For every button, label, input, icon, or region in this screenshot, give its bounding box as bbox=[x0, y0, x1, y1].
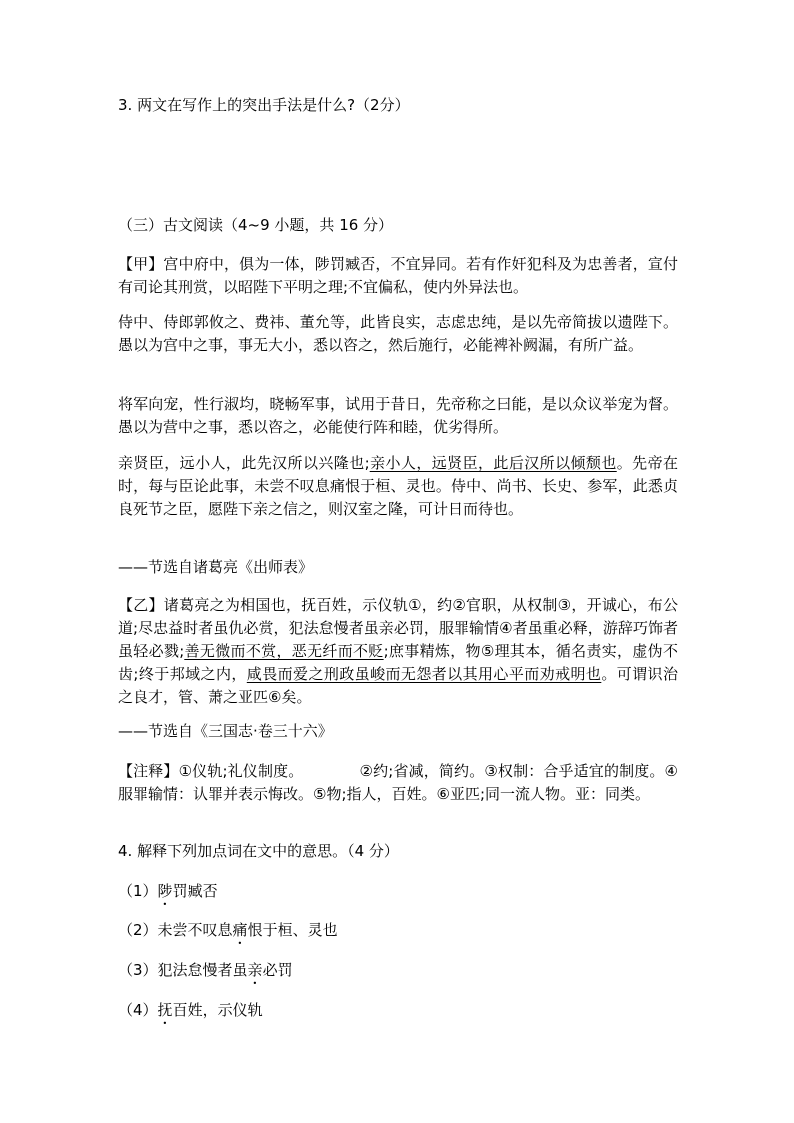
question-3: 3. 两文在写作上的突出手法是什么?（2分） bbox=[118, 96, 410, 114]
q4-item-4-keyword: 抚 bbox=[157, 1001, 173, 1019]
jia-p4-underlined: 亲小人，远贤臣，此后汉所以倾颓也 bbox=[369, 454, 617, 472]
yi-underlined-2: 咸畏而爱之刑政虽峻而无怨者以其用心平而劝戒明也 bbox=[246, 665, 602, 683]
q4-item-4 bbox=[118, 999, 263, 1028]
notes-part-b: ②约;省减，简约。③权制：合乎适宜的制度。④服罪输情：认罪并表示悔改。⑤物;指人，百姓。⑥亚匹;同一流人物。亚：同类。 bbox=[118, 762, 678, 803]
q4-item-2-keyword: 痛 bbox=[232, 921, 248, 939]
q4-item-3-suffix: 必罚 bbox=[262, 961, 293, 979]
q4-item-1 bbox=[118, 880, 218, 909]
passage-yi-paragraph bbox=[118, 594, 678, 709]
q4-item-1-keyword: 陟 bbox=[157, 882, 173, 900]
q4-item-1-prefix: （1） bbox=[118, 882, 158, 900]
yi-text-e: 。可谓识治之良才，管、萧之亚匹⑥矣。 bbox=[118, 665, 678, 706]
yi-text-a: 【乙】诸葛亮之为相国也，抚百姓，示仪轨①，约②官职，从权制③，开诚心，布公道;尽忠益时者虽仇必赏，犯法怠慢者虽亲必罚，服罪输情④者虽重必释，游辞巧饰者虽轻必戮; bbox=[118, 596, 678, 660]
jia-p4-text-c: 。先帝在时，每与臣论此事，未尝不叹息痛恨于桓、灵也。侍中、尚书、长史、参军，此悉贞良死节之臣，愿陛下亲之信之，则汉室之隆，可计日而待也。 bbox=[118, 454, 678, 518]
jia-p4-text-a: 亲贤臣，远小人，此先汉所以兴隆也; bbox=[118, 454, 370, 472]
passage-jia-paragraph-1: 【甲】宫中府中，俱为一体，陟罚臧否，不宜异同。若有作奸犯科及为忠善者，宣付有司论其刑赏，以昭陛下平明之理;不宜偏私，使内外异法也。 bbox=[118, 255, 678, 296]
q4-item-3 bbox=[118, 959, 293, 988]
q4-item-4-prefix: （4） bbox=[118, 1001, 158, 1019]
passage-jia-source: ——节选自诸葛亮《出师表》 bbox=[118, 558, 314, 576]
notes bbox=[118, 760, 678, 806]
q4-item-4-suffix: 百姓，示仪轨 bbox=[172, 1001, 263, 1019]
q4-item-2-suffix: 恨于桓、灵也 bbox=[247, 921, 338, 939]
q4-item-3-prefix: （3）犯法怠慢者虽 bbox=[118, 961, 248, 979]
q4-item-3-keyword: 亲 bbox=[247, 961, 263, 979]
passage-jia-paragraph-4 bbox=[118, 452, 678, 521]
q4-item-1-suffix: 罚臧否 bbox=[172, 882, 218, 900]
q4-item-2-prefix: （2）未尝不叹息 bbox=[118, 921, 233, 939]
notes-part-a: 【注释】①仪轨;礼仪制度。 bbox=[118, 762, 304, 780]
passage-jia-paragraph-2: 侍中、侍郎郭攸之、费祎、董允等，此皆良实，志虑忠纯，是以先帝简拔以遗陛下。愚以为宫中之事，事无大小，悉以咨之，然后施行，必能裨补阙漏，有所广益。 bbox=[118, 313, 678, 354]
yi-underlined-1: 善无微而不赏，恶无纤而不贬 bbox=[184, 642, 384, 660]
section-title: （三）古文阅读（4~9 小题，共 16 分） bbox=[118, 216, 394, 234]
yi-text-c: ;庶事精炼，物⑤理其本，循名责实，虚伪不齿;终于邦域之内， bbox=[118, 642, 678, 683]
question-4: 4. 解释下列加点词在文中的意思。（4 分） bbox=[118, 842, 399, 860]
q4-item-2 bbox=[118, 919, 338, 948]
passage-yi-source: ——节选自《三国志·卷三十六》 bbox=[118, 722, 333, 740]
passage-jia-paragraph-3: 将军向宠，性行淑均，晓畅军事，试用于昔日，先帝称之曰能，是以众议举宠为督。愚以为营中之事，悉以咨之，必能使行阵和睦，优劣得所。 bbox=[118, 395, 678, 436]
